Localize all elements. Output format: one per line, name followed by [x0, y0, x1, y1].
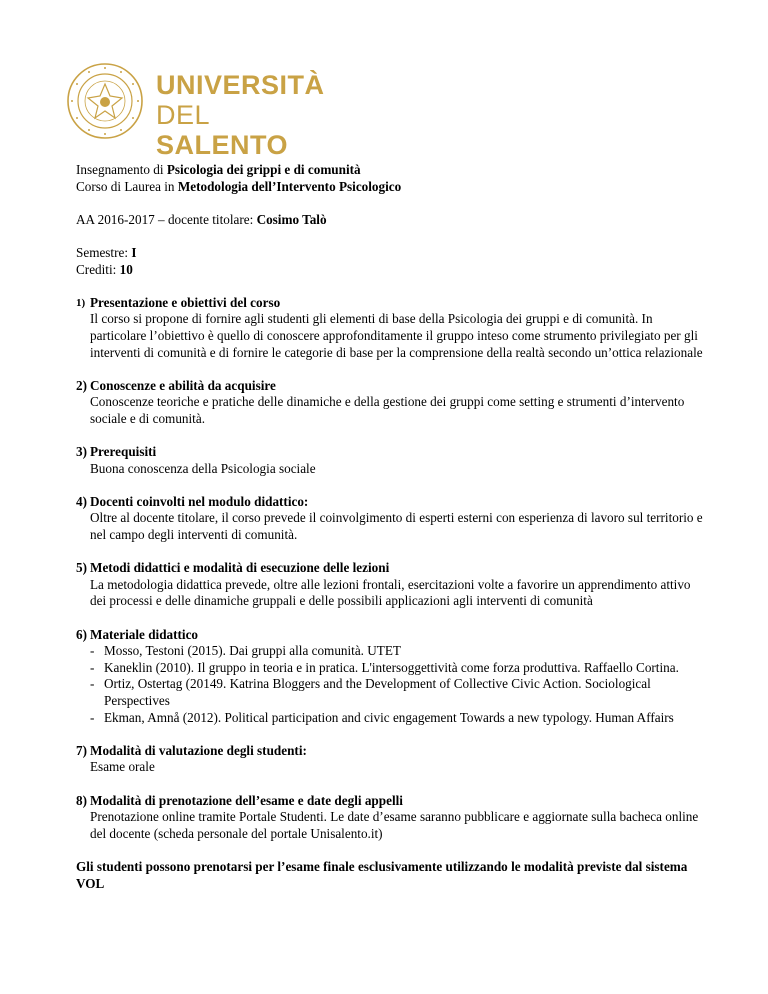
- section-text: Il corso si propone di fornire agli studenti gli elementi di base della Psicologia dei gruppi e di comunità. In particolare l’obiettivo è quello di conoscere approfonditamente il gruppo inteso come strumento privilegiato per gli interventi di comunità e di fornire le categorie di base per la comprensione della realtà secondo un’ottica relazionale: [90, 311, 703, 360]
- section-text: Prenotazione online tramite Portale Studenti. Le date d’esame saranno pubblicare e aggiornate sulla bacheca online del docente (scheda personale del portale Unisalento.it): [90, 809, 699, 841]
- section-title: Docenti coinvolti nel modulo didattico:: [90, 493, 309, 509]
- final-note: Gli studenti possono prenotarsi per l’esame finale esclusivamente utilizzando le modalità previste dal sistema VOL: [76, 858, 688, 891]
- section-7: 7) Modalità di valutazione degli studenti: Esame orale: [76, 743, 706, 776]
- section-title: Prerequisiti: [90, 444, 157, 460]
- document-body: [76, 162, 706, 892]
- list-item: - Mosso, Testoni (2015). Dai gruppi alla comunità. UTET: [90, 643, 706, 660]
- section-8: 8) Modalità di prenotazione dell’esame e date degli appelli Prenotazione online tramite Portale Studenti. Le date d’esame saranno pubblicare e aggiornate sulla bacheca online del docente (scheda personale del portale Unisalento.it): [76, 793, 706, 843]
- section-4: 4) Docenti coinvolti nel modulo didattico: Oltre al docente titolare, il corso prevede il coinvolgimento di esperti esterni con esperienza di lavoro sul territorio e nel campo degli interventi di comunità.: [76, 494, 706, 544]
- section-text: Oltre al docente titolare, il corso prevede il coinvolgimento di esperti esterni con esperienza di lavoro sul territorio e nel campo degli interventi di comunità.: [90, 510, 703, 543]
- materiale-list: [90, 643, 706, 726]
- section-title: Materiale didattico: [90, 626, 199, 642]
- section-text: Buona conoscenza della Psicologia sociale: [90, 460, 316, 476]
- section-1: 1) Presentazione e obiettivi del corso Il corso si propone di fornire agli studenti gli elementi di base della Psicologia dei gruppi e di comunità. In particolare l’obiettivo è quello di conoscere approfonditamente il gruppo inteso come strumento privilegiato per gli interventi di comunità e di fornire le categorie di base per la comprensione della realtà secondo un’ottica relazionale: [76, 295, 706, 361]
- section-6: 6) Materiale didattico - Mosso, Testoni (2015). Dai gruppi alla comunità. UTET - Kaneklin (2010). Il gruppo in teoria e in pratica. L'intersoggettività come forza produttiva. Raffaello Cortina. - Ortiz, Ostertag (20149. Katrina Bloggers and the Development of Collective Civic Action. Sociological Perspectives - Ekman, Amnå (2012). Political participation and civic engagement Towards a new typology. Human Affairs: [76, 627, 706, 727]
- section-title: Metodi didattici e modalità di esecuzione delle lezioni: [90, 560, 390, 576]
- aa-line: AA 2016-2017 – docente titolare: Cosimo Talò: [76, 211, 327, 227]
- section-title: Modalità di valutazione degli studenti:: [90, 742, 307, 758]
- university-logo: [66, 62, 325, 160]
- crediti-line: Crediti: 10: [76, 261, 133, 277]
- logo-line2: DEL SALENTO: [156, 100, 289, 160]
- section-title: Modalità di prenotazione dell’esame e date degli appelli: [90, 792, 403, 808]
- logo-line1: UNIVERSITÀ: [156, 70, 325, 100]
- section-text: La metodologia didattica prevede, oltre alle lezioni frontali, esercitazioni volte a favorire un apprendimento attivo dei processi e delle dinamiche gruppali e delle possibili applicazioni agli interventi di comunità: [90, 576, 691, 609]
- list-item: - Kaneklin (2010). Il gruppo in teoria e in pratica. L'intersoggettività come forza produttiva. Raffaello Cortina.: [90, 660, 706, 677]
- corso-line: Corso di Laurea in Metodologia dell’Intervento Psicologico: [76, 178, 402, 194]
- section-3: 3) Prerequisiti Buona conoscenza della Psicologia sociale: [76, 444, 706, 477]
- logo-wordmark: [156, 70, 325, 160]
- section-2: 2) Conoscenze e abilità da acquisire Conoscenze teoriche e pratiche delle dinamiche e della gestione dei gruppi come setting e strumenti d’intervento sociale e di comunità.: [76, 378, 706, 428]
- section-title: Presentazione e obiettivi del corso: [90, 294, 281, 310]
- list-item: - Ortiz, Ostertag (20149. Katrina Bloggers and the Development of Collective Civic Action. Sociological Perspectives: [90, 676, 706, 709]
- list-item: - Ekman, Amnå (2012). Political participation and civic engagement Towards a new typology. Human Affairs: [90, 710, 706, 727]
- semestre-line: Semestre: I: [76, 244, 137, 260]
- section-text: Conoscenze teoriche e pratiche delle dinamiche e della gestione dei gruppi come setting e strumenti d’intervento sociale e di comunità.: [90, 394, 685, 426]
- section-text: Esame orale: [90, 759, 155, 775]
- university-seal-icon: [66, 62, 144, 140]
- insegnamento-line: Insegnamento di Psicologia dei grippi e di comunità: [76, 162, 361, 177]
- section-title: Conoscenze e abilità da acquisire: [90, 377, 276, 393]
- section-5: 5) Metodi didattici e modalità di esecuzione delle lezioni La metodologia didattica prevede, oltre alle lezioni frontali, esercitazioni volte a favorire un apprendimento attivo dei processi e delle dinamiche gruppali e delle possibili applicazioni agli interventi di comunità: [76, 560, 706, 610]
